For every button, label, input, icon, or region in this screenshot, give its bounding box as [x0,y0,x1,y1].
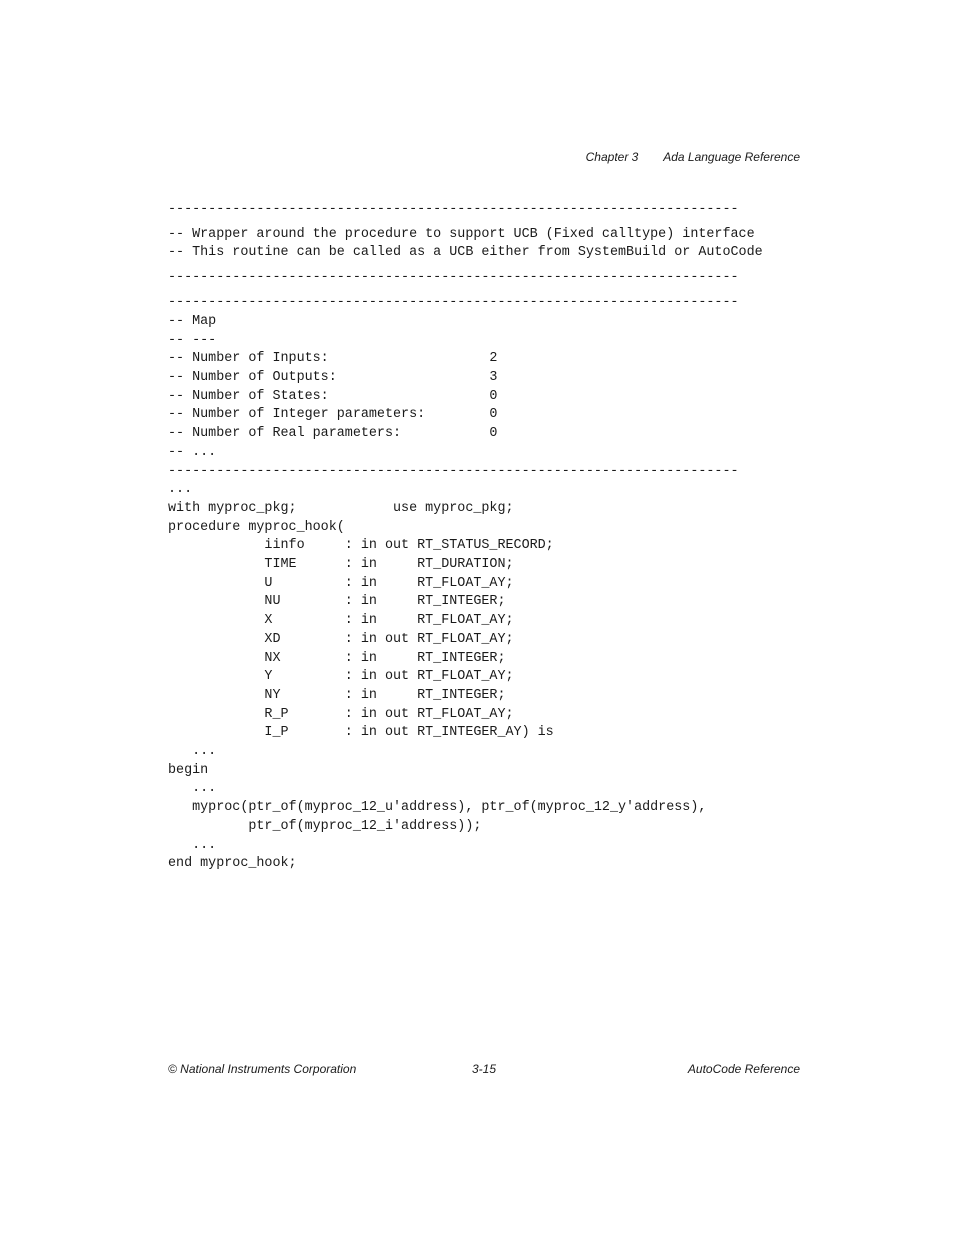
code-line: -- Number of Outputs: 3 [168,370,498,385]
footer-copyright: © National Instruments Corporation [168,1062,357,1076]
code-line: -- Number of Integer parameters: 0 [168,407,498,422]
code-line: -- ... [168,445,217,460]
code-line: U : in RT_FLOAT_AY; [168,576,514,591]
code-line: ... [168,838,217,853]
code-line: -- Number of States: 0 [168,389,498,404]
code-line: -- Wrapper around the procedure to support UCB (Fixed calltype) interface [168,227,755,242]
code-line: ptr_of(myproc_12_i'address)); [168,819,482,834]
code-line: with myproc_pkg; use myproc_pkg; [168,501,514,516]
code-line: ... [168,781,217,796]
code-line: I_P : in out RT_INTEGER_AY) is [168,725,554,740]
code-line: NX : in RT_INTEGER; [168,651,506,666]
code-line: ... [168,482,193,497]
code-line: ----------------------------------------------------------------------- [168,270,739,285]
code-line: ----------------------------------------------------------------------- [168,464,739,479]
code-line: procedure myproc_hook( [168,520,345,535]
code-line: XD : in out RT_FLOAT_AY; [168,632,514,647]
code-line: -- Number of Inputs: 2 [168,351,498,366]
code-line: NY : in RT_INTEGER; [168,688,506,703]
code-line: begin [168,763,209,778]
code-line: TIME : in RT_DURATION; [168,557,514,572]
footer-doc-title: AutoCode Reference [687,1062,800,1076]
chapter-title: Ada Language Reference [663,150,800,164]
page-number: 3-15 [472,1062,497,1076]
code-line: Y : in out RT_FLOAT_AY; [168,669,514,684]
code-line: R_P : in out RT_FLOAT_AY; [168,707,514,722]
code-line: iinfo : in out RT_STATUS_RECORD; [168,538,554,553]
code-line: end myproc_hook; [168,856,297,871]
code-line: ----------------------------------------------------------------------- [168,202,739,217]
code-line: myproc(ptr_of(myproc_12_u'address), ptr_of(myproc_12_y'address), [168,800,707,815]
code-line: -- This routine can be called as a UCB either from SystemBuild or AutoCode [168,245,763,260]
code-listing [168,0,808,871]
code-line: -- --- [168,333,217,348]
chapter-label: Chapter 3 [585,150,639,164]
code-line: X : in RT_FLOAT_AY; [168,613,514,628]
code-line: -- Number of Real parameters: 0 [168,426,498,441]
code-line: ----------------------------------------------------------------------- [168,295,739,310]
code-line: NU : in RT_INTEGER; [168,594,506,609]
code-line: ... [168,744,217,759]
code-line: -- Map [168,314,217,329]
